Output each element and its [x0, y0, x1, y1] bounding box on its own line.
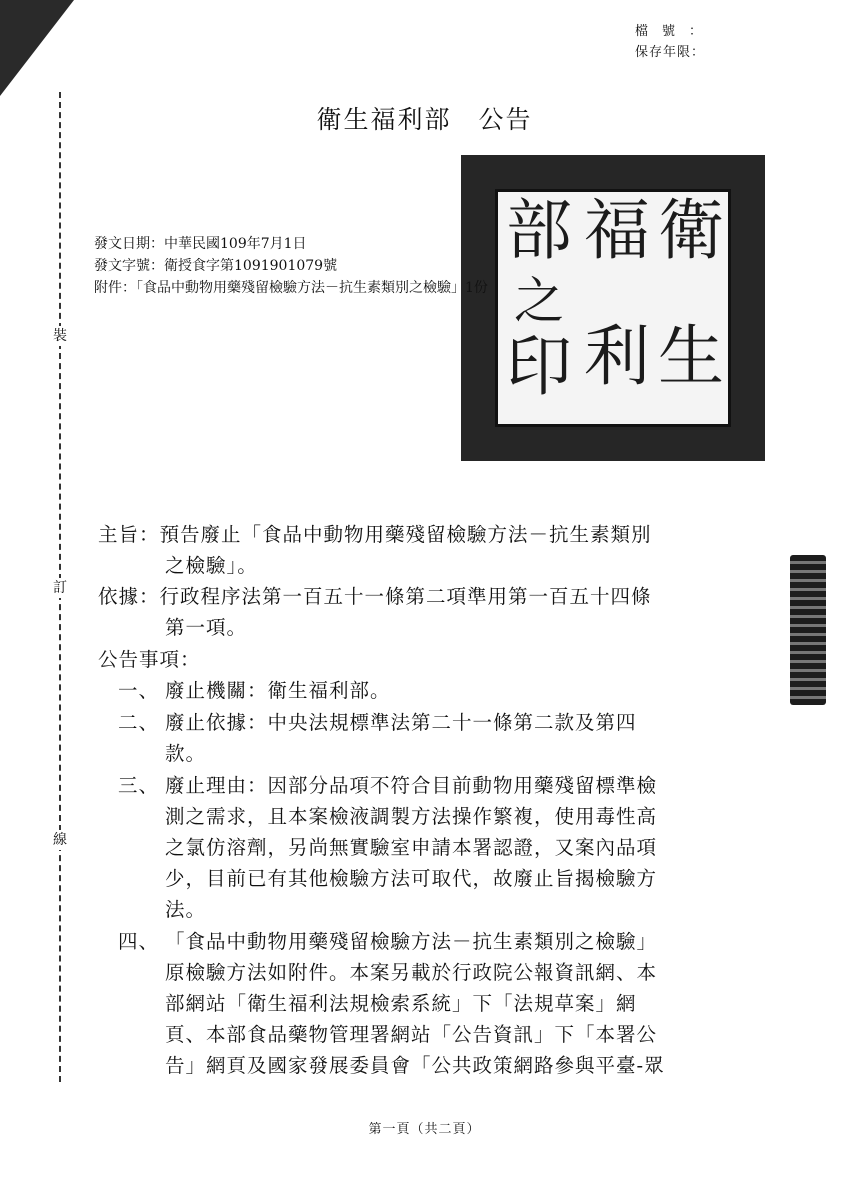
seal-char: 衛: [658, 192, 724, 269]
item-4-line-5: 告」網頁及國家發展委員會「公共政策網路參與平臺-眾: [165, 1054, 665, 1077]
seal-char: 之: [514, 272, 564, 330]
announcement-heading: 公告事項：: [98, 648, 201, 671]
issue-date: 發文日期：中華民國109年7月1日: [94, 236, 307, 252]
scan-corner-artifact: [0, 0, 74, 96]
item-3-line-2: 測之需求，且本案檢液調製方法操作繁複，使用毒性高: [165, 805, 658, 828]
item-number: 四、: [118, 930, 160, 953]
item-3-line-3: 之氯仿溶劑，另尚無實驗室申請本署認證，又案內品項: [165, 836, 658, 859]
page-title: 衛生福利部 公告: [316, 105, 533, 134]
item-3-line-4: 少，目前已有其他檢驗方法可取代，故廢止旨揭檢驗方: [165, 867, 658, 890]
item-number: 二、: [118, 711, 160, 734]
item-2-line-2: 款。: [165, 742, 207, 765]
binding-char-xian: 線: [50, 830, 70, 850]
item-4-line-4: 頁、本部食品藥物管理署網站「公告資訊」下「本署公: [165, 1023, 658, 1046]
item-4-line-2: 原檢驗方法如附件。本案另載於行政院公報資訊網、本: [165, 961, 658, 984]
official-seal: [461, 155, 765, 461]
basis-line-2: 第一項。: [165, 616, 248, 639]
seal-face: [495, 189, 731, 427]
binding-char-zhuang: 裝: [50, 326, 70, 346]
retention-period-label: 保存年限：: [635, 45, 706, 60]
seal-char: 生: [658, 318, 724, 395]
binding-char-ding: 訂: [50, 578, 70, 598]
page-footer: 第一頁（共二頁）: [368, 1122, 481, 1137]
item-3-line-1: 廢止理由：因部分品項不符合目前動物用藥殘留標準檢: [165, 774, 658, 797]
seal-char: 利: [584, 318, 650, 395]
item-2-line-1: 廢止依據：中央法規標準法第二十一條第二款及第四: [165, 711, 637, 734]
item-3-line-5: 法。: [165, 898, 207, 921]
seal-char: 印: [506, 328, 572, 405]
edge-stamp-artifact: [790, 555, 826, 705]
archive-number-label: 檔號：: [635, 24, 717, 39]
item-number: 三、: [118, 774, 160, 797]
basis-line-1: 依據：行政程序法第一百五十一條第二項準用第一百五十四條: [98, 585, 652, 608]
item-number: 一、: [118, 679, 160, 702]
item-4-line-1: 「食品中動物用藥殘留檢驗方法－抗生素類別之檢驗」: [165, 930, 658, 953]
document-number: 發文字號：衛授食字第1091901079號: [94, 258, 338, 274]
item-4-line-3: 部網站「衛生福利法規檢索系統」下「法規草案」網: [165, 992, 637, 1015]
attachment-line: 附件：「食品中動物用藥殘留檢驗方法－抗生素類別之檢驗」1份: [94, 280, 488, 296]
seal-char: 福: [584, 192, 650, 269]
subject-line-2: 之檢驗」。: [165, 554, 258, 577]
item-1-line-1: 廢止機關：衛生福利部。: [165, 679, 391, 702]
subject-line-1: 主旨：預告廢止「食品中動物用藥殘留檢驗方法－抗生素類別: [98, 523, 652, 546]
seal-char: 部: [506, 192, 572, 269]
